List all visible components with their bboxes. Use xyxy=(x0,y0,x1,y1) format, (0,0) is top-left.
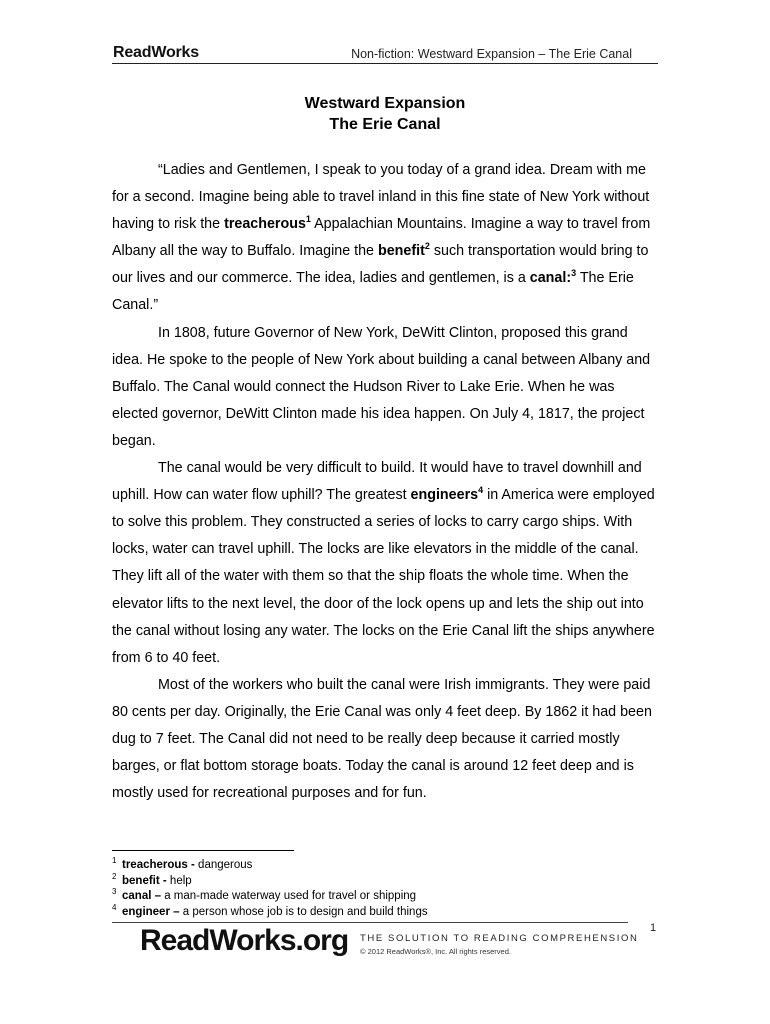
footnotes xyxy=(112,858,652,920)
footnote-2: 2 benefit - help xyxy=(112,871,192,887)
article-body xyxy=(112,157,658,807)
text-span: in America were employed to solve this problem. They constructed a series of locks to carry cargo ships. With locks, water can travel uphill. The locks are like elevators in the middle of the canal. They lift all of the water with them so that the ship floats the whole time. When the elevator lifts to the next level, the door of the lock opens up and lets the ship out into the canal without losing any water. The locks on the Erie Canal lift the ships anywhere from 6 to 40 feet. xyxy=(112,487,655,666)
footnote-definition: help xyxy=(166,874,192,887)
footnote-ref-2: 2 xyxy=(424,241,430,252)
footnote-ref-1: 1 xyxy=(305,214,311,225)
paragraph-3 xyxy=(112,455,658,672)
footnote-4: 4 engineer – a person whose job is to design and build things xyxy=(112,902,428,918)
footnote-3: 3 canal – a man-made waterway used for travel or shipping xyxy=(112,887,417,903)
title-line-2: The Erie Canal xyxy=(329,116,441,133)
text-span: such transportation would bring to our lives and our commerce. The idea, ladies and gentlemen, is a xyxy=(112,243,649,287)
vocab-engineers: engineers xyxy=(410,487,479,504)
footnote-divider xyxy=(112,850,294,851)
footnote-term: treacherous - xyxy=(122,859,195,871)
header-logo: ReadWorks xyxy=(113,44,199,61)
paragraph-4: Most of the workers who built the canal were Irish immigrants. They were paid 80 cents per day. Originally, the Erie Canal was only 4 feet deep. By 1862 it had been dug to 7 feet. The Canal did not need to be really deep because it carried mostly barges, or flat bottom storage boats. Today the canal is around 12 feet deep and is mostly used for recreational purposes and for fun. xyxy=(112,676,652,802)
vocab-canal: canal: xyxy=(529,270,572,287)
text-span: Appalachian Mountains. Imagine a way to travel from Albany all the way to Buffalo. Imagine the xyxy=(112,216,651,260)
footnote-1: 1 treacherous - dangerous xyxy=(112,856,253,871)
footnote-definition: a person whose job is to design and build things xyxy=(179,905,428,918)
text-span: “Ladies and Gentlemen, I speak to you today of a grand idea. Dream with me for a second. Imagine being able to travel inland in this fine state of New York without having to risk the xyxy=(112,162,650,233)
footnote-definition: dangerous xyxy=(194,859,253,871)
footer-copyright: © 2012 ReadWorks®, Inc. All rights reserved. xyxy=(360,947,511,956)
footer-logo: ReadWorks.org xyxy=(140,924,349,957)
footnote-term: engineer – xyxy=(122,905,180,918)
vocab-benefit: benefit xyxy=(377,243,425,260)
footer-divider xyxy=(112,922,628,923)
paragraph-1 xyxy=(112,157,658,320)
vocab-treacherous: treacherous xyxy=(224,216,306,233)
footnote-ref-4: 4 xyxy=(478,485,484,496)
header-subtitle: Non-fiction: Westward Expansion – The Erie Canal xyxy=(351,47,632,61)
footnote-term: benefit - xyxy=(122,874,167,887)
footnote-ref-3: 3 xyxy=(571,268,577,279)
page-number: 1 xyxy=(650,922,657,934)
title-line-1: Westward Expansion xyxy=(304,95,466,112)
header-divider xyxy=(112,63,658,64)
footnote-definition: a man-made waterway used for travel or shipping xyxy=(161,890,417,903)
text-span: The Erie Canal.” xyxy=(112,270,634,314)
footer-tagline: THE SOLUTION TO READING COMPREHENSION xyxy=(360,933,639,944)
paragraph-2: In 1808, future Governor of New York, DeWitt Clinton, proposed this grand idea. He spoke to the people of New York about building a canal between Albany and Buffalo. The Canal would connect the Hudson River to Lake Erie. When he was elected governor, DeWitt Clinton made his idea happen. On July 4, 1817, the project began. xyxy=(112,324,651,449)
text-span: The canal would be very difficult to build. It would have to travel downhill and uphill. How can water flow uphill? The greatest xyxy=(112,460,642,504)
footnote-term: canal – xyxy=(122,890,161,903)
